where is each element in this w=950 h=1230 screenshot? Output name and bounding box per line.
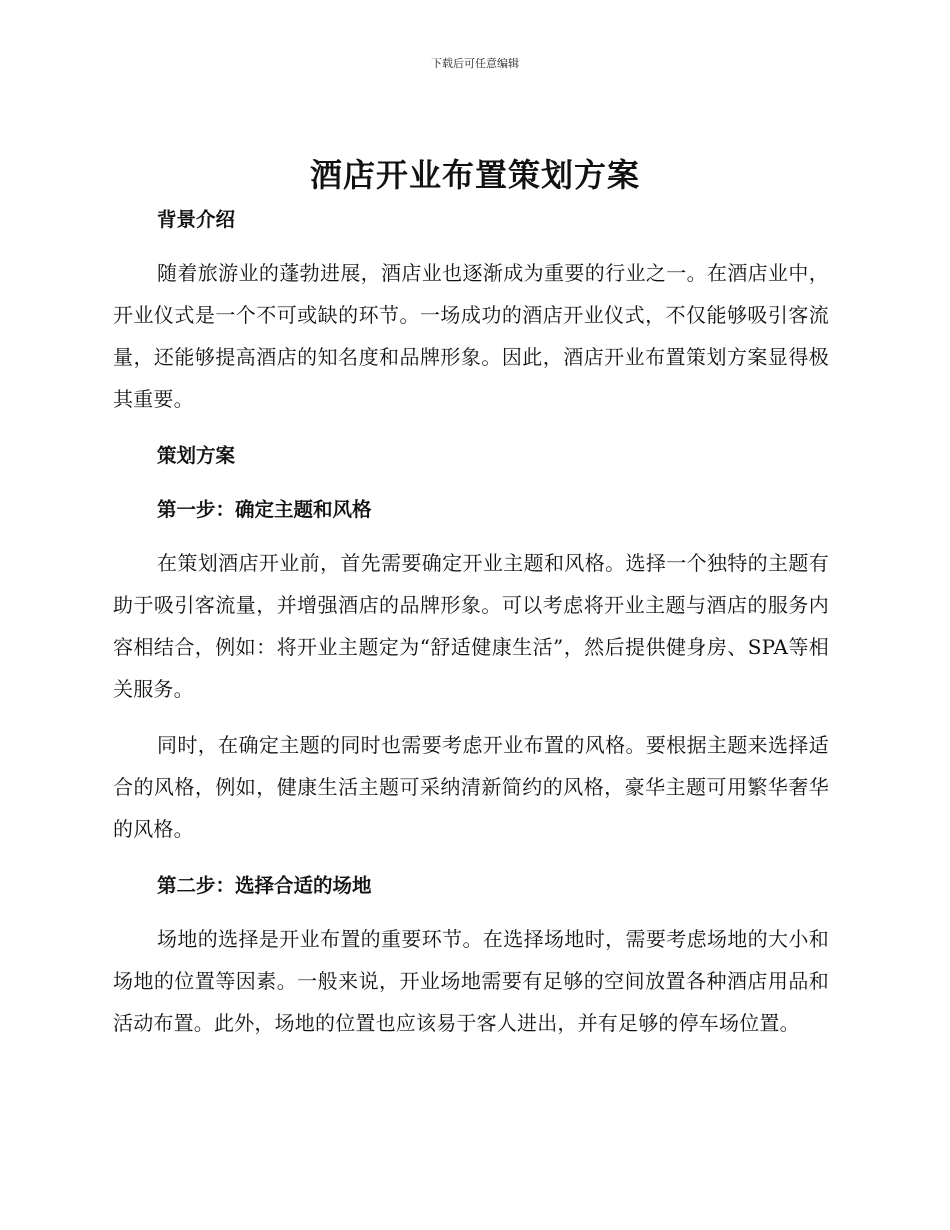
section-heading-background: 背景介绍 [157, 208, 236, 231]
section-heading-plan: 策划方案 [157, 444, 236, 467]
paragraph-step1-theme: 在策划酒店开业前，首先需要确定开业主题和风格。选择一个独特的主题有助于吸引客流量，并增强酒店的品牌形象。可以考虑将开业主题与酒店的服务内容相结合，例如：将开业主题定为“舒适健康生活”，然后提供健身房、SPA等相关服务。 [113, 551, 829, 701]
document-title: 酒店开业布置策划方案 [309, 156, 640, 194]
document-body [113, 200, 829, 1044]
header-note: 下载后可任意编辑 [431, 57, 519, 70]
paragraph-step2-venue: 场地的选择是开业布置的重要环节。在选择场地时，需要考虑场地的大小和场地的位置等因素。一般来说，开业场地需要有足够的空间放置各种酒店用品和活动布置。此外，场地的位置也应该易于客人进出，并有足够的停车场位置。 [113, 927, 829, 1035]
paragraph-step1-style: 同时，在确定主题的同时也需要考虑开业布置的风格。要根据主题来选择适合的风格，例如，健康生活主题可采纳清新简约的风格，豪华主题可用繁华奢华的风格。 [113, 733, 829, 841]
paragraph-background: 随着旅游业的蓬勃进展，酒店业也逐渐成为重要的行业之一。在酒店业中，开业仪式是一个不可或缺的环节。一场成功的酒店开业仪式，不仅能够吸引客流量，还能够提高酒店的知名度和品牌形象。因此，酒店开业布置策划方案显得极其重要。 [113, 261, 829, 411]
section-heading-step2: 第二步：选择合适的场地 [157, 874, 372, 897]
section-heading-step1: 第一步：确定主题和风格 [157, 498, 372, 521]
